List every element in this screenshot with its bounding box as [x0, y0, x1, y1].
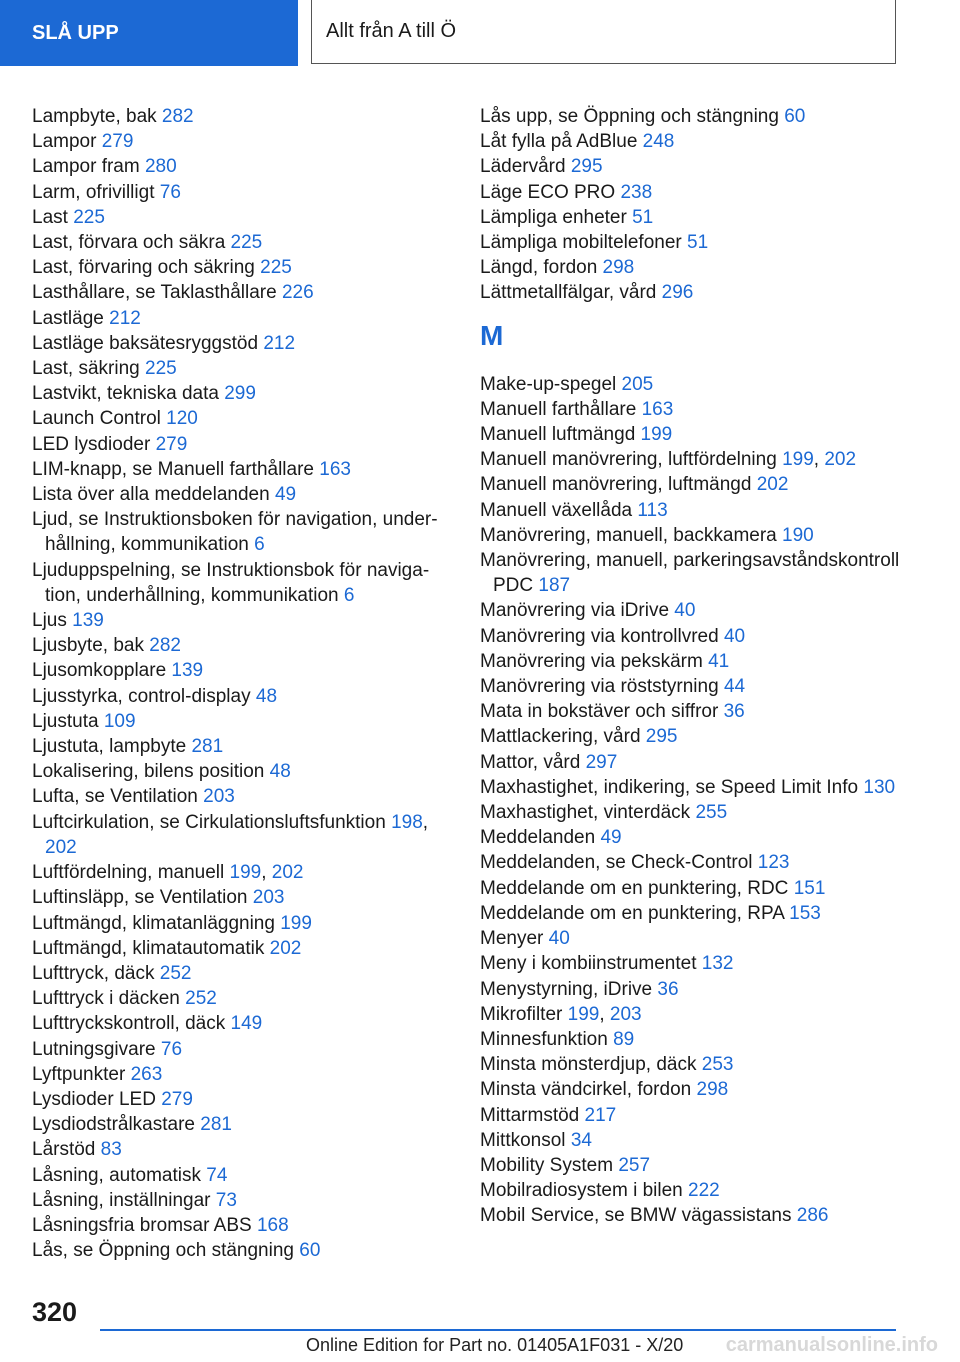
- entry-term: Manuell manövrering, luftmängd: [480, 474, 757, 496]
- page-link[interactable]: 130: [863, 776, 896, 798]
- entry-term: Last, förvaring och säkring: [32, 257, 261, 279]
- page-link[interactable]: 163: [641, 398, 674, 420]
- index-entry: [480, 422, 910, 447]
- index-entry: [32, 1238, 452, 1263]
- index-entry: [480, 1052, 910, 1077]
- entry-term: Lysdioder LED: [32, 1088, 162, 1110]
- page-link[interactable]: 48: [269, 761, 291, 783]
- page-link[interactable]: 153: [789, 902, 821, 924]
- page-separator: ,: [813, 449, 825, 471]
- index-entry: [32, 860, 452, 885]
- page-link[interactable]: 253: [701, 1054, 734, 1076]
- index-entry: [480, 1153, 910, 1178]
- index-entry: [32, 986, 452, 1011]
- entry-term: Maxhastighet, indikering, se Speed Limit Info: [480, 776, 864, 798]
- index-entry: [32, 381, 452, 406]
- entry-term: LIM-knapp, se Manuell farthållare: [32, 458, 320, 480]
- page-link[interactable]: 202: [45, 836, 77, 858]
- page-link[interactable]: 139: [171, 660, 204, 682]
- page-link[interactable]: 51: [632, 206, 654, 228]
- index-entry: [480, 699, 910, 724]
- page-link[interactable]: 120: [166, 408, 198, 430]
- page-link[interactable]: 286: [796, 1205, 829, 1227]
- entry-term: Lyftpunkter: [32, 1063, 131, 1085]
- page-link[interactable]: 263: [130, 1063, 163, 1085]
- entry-term: Meny i kombiinstrumentet: [480, 953, 702, 975]
- entry-term: Lättmetallfälgar, vård: [480, 282, 662, 304]
- index-entry: [32, 1213, 452, 1238]
- entry-term: Läge ECO PRO: [480, 181, 621, 203]
- page-link[interactable]: 255: [695, 802, 728, 824]
- index-entry: [480, 951, 910, 976]
- entry-term: Lista över alla meddelanden: [32, 484, 275, 506]
- entry-term: Mittarmstöd: [480, 1104, 585, 1126]
- page-link[interactable]: 225: [230, 232, 263, 254]
- page-separator: ,: [422, 811, 429, 833]
- page-link[interactable]: 36: [657, 978, 679, 1000]
- page-link[interactable]: 149: [230, 1013, 263, 1035]
- entry-term: Lårstöd: [32, 1139, 101, 1161]
- entry-term: Last, säkring: [32, 358, 145, 380]
- page-link[interactable]: 109: [103, 710, 136, 732]
- page-link[interactable]: 40: [674, 600, 696, 622]
- page-link[interactable]: 40: [548, 928, 570, 950]
- index-entry: [480, 280, 910, 305]
- entry-term: Lutningsgivare: [32, 1038, 161, 1060]
- index-entry: [32, 734, 452, 759]
- entry-term: Mobil Service, se BMW vägassistans: [480, 1205, 797, 1227]
- page-link[interactable]: 298: [602, 257, 635, 279]
- index-entry: [32, 936, 452, 961]
- index-entry: [32, 154, 452, 179]
- entry-term: Ljustuta: [32, 710, 104, 732]
- page-link[interactable]: 168: [256, 1214, 289, 1236]
- index-column-right: [480, 104, 910, 1229]
- index-entry: [480, 850, 910, 875]
- index-entry: [32, 1137, 452, 1162]
- page-link[interactable]: 6: [343, 584, 355, 606]
- page-number: 320: [32, 1297, 78, 1327]
- index-entry: [480, 397, 910, 422]
- index-entry: [480, 472, 910, 497]
- entry-term: Lampor fram: [32, 156, 145, 178]
- entry-term: Manövrering via kontrollvred: [480, 625, 724, 647]
- page-link[interactable]: 198: [391, 811, 423, 833]
- entry-term: Lysdiodstrålkastare: [32, 1114, 201, 1136]
- entry-term: Manövrering, manuell, backkamera: [480, 524, 783, 546]
- index-entry: [480, 624, 910, 649]
- page-link[interactable]: 199: [567, 1003, 600, 1025]
- entry-term: Manuell farthållare: [480, 398, 642, 420]
- page-link[interactable]: 139: [72, 610, 104, 632]
- index-list-right-bottom: [480, 372, 910, 1229]
- entry-term: Manuell växellåda: [480, 499, 638, 521]
- index-entry: [32, 784, 452, 809]
- index-entry: [480, 1027, 910, 1052]
- index-entry: [32, 759, 452, 784]
- index-entry: [480, 1103, 910, 1128]
- index-entry: [32, 658, 452, 683]
- entry-term: Mata in bokstäver och siffror: [480, 701, 724, 723]
- entry-term: Lädervård: [480, 156, 571, 178]
- entry-term: Ljusbyte, bak: [32, 635, 150, 657]
- entry-term: Launch Control: [32, 408, 167, 430]
- page-link[interactable]: 257: [618, 1154, 651, 1176]
- entry-term: Manövrering via iDrive: [480, 600, 675, 622]
- entry-term: Lasthållare, se Taklasthållare: [32, 282, 282, 304]
- index-entry: [32, 709, 452, 734]
- page-link[interactable]: 248: [642, 131, 675, 153]
- page-header: [0, 0, 960, 66]
- entry-term: Minsta vändcirkel, fordon: [480, 1079, 697, 1101]
- page-link[interactable]: 226: [281, 282, 314, 304]
- page-link[interactable]: 48: [255, 685, 278, 707]
- index-entry: [32, 810, 452, 860]
- index-entry: [32, 331, 452, 356]
- page-link[interactable]: 225: [145, 358, 177, 380]
- index-entry: [480, 230, 910, 255]
- page-link[interactable]: 281: [191, 736, 224, 758]
- index-entry: [32, 1188, 452, 1213]
- entry-term: Lampbyte, bak: [32, 106, 162, 127]
- index-entry: [480, 1203, 910, 1228]
- index-entry: [32, 280, 452, 305]
- index-entry: [32, 961, 452, 986]
- index-entry: [32, 1163, 452, 1188]
- entry-term: Meddelande om en punktering, RPA: [480, 902, 790, 924]
- page-link[interactable]: 163: [319, 458, 351, 480]
- page-link[interactable]: 203: [252, 887, 285, 909]
- page-link[interactable]: 203: [203, 786, 235, 808]
- page-link[interactable]: 282: [161, 106, 194, 127]
- entry-term: Låt fylla på AdBlue: [480, 131, 643, 153]
- index-entry: [480, 825, 910, 850]
- entry-term: Ljud, se Instruktionsboken för navigation, underhållning, kommunikation: [32, 509, 438, 556]
- page-link[interactable]: 296: [661, 282, 694, 304]
- index-entry: [480, 649, 910, 674]
- index-entry: [32, 558, 452, 608]
- index-entry: [480, 1077, 910, 1102]
- entry-term: Menystyrning, iDrive: [480, 978, 658, 1000]
- entry-term: Ljusomkopplare: [32, 660, 172, 682]
- index-entry: [32, 406, 452, 431]
- index-entry: [32, 1037, 452, 1062]
- section-tab[interactable]: SLÅ UPP: [0, 0, 298, 66]
- page-link[interactable]: 205: [621, 373, 654, 395]
- entry-term: Lufta, se Ventilation: [32, 786, 204, 808]
- page-link[interactable]: 225: [260, 257, 292, 279]
- page-link[interactable]: 83: [100, 1139, 122, 1161]
- index-entry: [480, 447, 910, 472]
- entry-term: Luftinsläpp, se Ventilation: [32, 887, 253, 909]
- page-link[interactable]: 74: [206, 1164, 228, 1186]
- entry-term: Lämpliga enheter: [480, 206, 633, 228]
- page-link[interactable]: 252: [159, 962, 192, 984]
- entry-term: Luftfördelning, manuell: [32, 862, 230, 884]
- index-entry: [480, 926, 910, 951]
- index-entry: [480, 750, 910, 775]
- page-link[interactable]: 199: [782, 449, 814, 471]
- page-link[interactable]: 60: [784, 106, 806, 127]
- entry-term: Minsta mönsterdjup, däck: [480, 1054, 702, 1076]
- page-link[interactable]: 203: [609, 1003, 642, 1025]
- entry-term: Låsningsfria bromsar ABS: [32, 1214, 257, 1236]
- page-link[interactable]: 217: [584, 1104, 617, 1126]
- watermark: carmanualsonline.info: [725, 1334, 938, 1356]
- page-link[interactable]: 280: [144, 156, 177, 178]
- entry-term: Minnesfunktion: [480, 1028, 614, 1050]
- index-entry: [480, 1128, 910, 1153]
- page-link[interactable]: 212: [109, 307, 141, 329]
- page-link[interactable]: 199: [229, 862, 262, 884]
- page-link[interactable]: 199: [280, 912, 312, 934]
- entry-term: Lås upp, se Öppning och stängning: [480, 106, 785, 127]
- page-link[interactable]: 279: [101, 131, 134, 153]
- page-link[interactable]: 44: [723, 676, 746, 698]
- page-link[interactable]: 49: [274, 484, 297, 506]
- page-link[interactable]: 132: [701, 953, 734, 975]
- edition-text: Online Edition for Part no. 01405A1F031 - X/20: [306, 1335, 684, 1355]
- index-entry: [480, 876, 910, 901]
- entry-term: Lämpliga mobiltelefoner: [480, 232, 688, 254]
- index-entry: [480, 372, 910, 397]
- page-link[interactable]: 279: [155, 433, 188, 455]
- entry-term: Lås, se Öppning och stängning: [32, 1240, 300, 1262]
- entry-term: Meddelanden: [480, 827, 601, 849]
- page-link[interactable]: 76: [160, 1038, 183, 1060]
- index-entry: [32, 104, 452, 129]
- page-link[interactable]: 190: [782, 524, 814, 546]
- index-entry: [480, 598, 910, 623]
- page-link[interactable]: 73: [215, 1189, 237, 1211]
- entry-term: Mikrofilter: [480, 1003, 568, 1025]
- page-link[interactable]: 295: [570, 156, 603, 178]
- index-entry: [480, 129, 910, 154]
- index-entry: [480, 775, 910, 800]
- index-entry: [480, 1178, 910, 1203]
- entry-term: Manövrering via röststyrning: [480, 676, 724, 698]
- index-entry: [32, 911, 452, 936]
- entry-term: Mattor, vård: [480, 751, 586, 773]
- entry-term: Mattlackering, vård: [480, 726, 646, 748]
- index-entry: [480, 800, 910, 825]
- entry-term: Låsning, automatisk: [32, 1164, 207, 1186]
- entry-term: Lastvikt, tekniska data: [32, 383, 225, 405]
- index-list-left: [32, 104, 452, 1263]
- page-separator: ,: [599, 1003, 610, 1025]
- page-link[interactable]: 41: [708, 650, 730, 672]
- page-link[interactable]: 202: [269, 937, 302, 959]
- page-link[interactable]: 34: [570, 1129, 592, 1151]
- page-link[interactable]: 51: [687, 232, 709, 254]
- page-link[interactable]: 202: [824, 449, 857, 471]
- entry-term: Last, förvara och säkra: [32, 232, 231, 254]
- index-entry: [32, 885, 452, 910]
- index-entry: [32, 230, 452, 255]
- index-entry: [32, 684, 452, 709]
- footer-divider: [100, 1329, 896, 1331]
- page-link[interactable]: 299: [224, 383, 256, 405]
- page-link[interactable]: 76: [159, 181, 181, 203]
- page-link[interactable]: 199: [640, 424, 673, 446]
- page-link[interactable]: 298: [696, 1079, 729, 1101]
- entry-term: Make-up-spegel: [480, 373, 622, 395]
- entry-term: Luftcirkulation, se Cirkulationsluftsfunktion: [32, 811, 392, 833]
- index-entry: [32, 1011, 452, 1036]
- index-entry: [32, 306, 452, 331]
- index-entry: [480, 977, 910, 1002]
- index-entry: [32, 205, 452, 230]
- page-link[interactable]: 6: [254, 534, 265, 556]
- index-entry: [480, 674, 910, 699]
- index-entry: [32, 356, 452, 381]
- index-entry: [480, 154, 910, 179]
- section-letter: M: [480, 319, 504, 351]
- index-entry: [32, 129, 452, 154]
- index-entry: [480, 548, 910, 598]
- index-entry: [480, 180, 910, 205]
- page-link[interactable]: 40: [723, 625, 746, 647]
- index-entry: [32, 482, 452, 507]
- entry-term: Ljusstyrka, control-display: [32, 685, 256, 707]
- index-entry: [32, 608, 452, 633]
- chapter-title: Allt från A till Ö: [311, 0, 896, 64]
- index-entry: [32, 180, 452, 205]
- index-entry: [480, 901, 910, 926]
- entry-term: Meddelanden, se Check-Control: [480, 852, 758, 874]
- index-entry: [480, 1002, 910, 1027]
- entry-term: Lufttryck, däck: [32, 962, 160, 984]
- index-entry: [480, 523, 910, 548]
- entry-term: Ljuduppspelning, se Instruktionsbok för navigation, underhållning, kommunikation: [32, 559, 430, 606]
- page-link[interactable]: 238: [620, 181, 653, 203]
- entry-term: Lastläge: [32, 307, 110, 329]
- entry-term: Maxhastighet, vinterdäck: [480, 802, 696, 824]
- index-entry: [480, 104, 910, 129]
- page-link[interactable]: 279: [161, 1088, 193, 1110]
- page-link[interactable]: 151: [793, 877, 826, 899]
- entry-term: Lokalisering, bilens position: [32, 761, 270, 783]
- entry-term: Manövrering, manuell, parkeringsavståndskontroll PDC: [480, 550, 900, 597]
- index-entry: [480, 724, 910, 749]
- entry-term: Lufttryckskontroll, däck: [32, 1013, 231, 1035]
- page-link[interactable]: 187: [538, 575, 571, 597]
- page-link[interactable]: 36: [723, 701, 745, 723]
- entry-term: LED lysdioder: [32, 433, 156, 455]
- entry-term: Mobility System: [480, 1154, 619, 1176]
- page-separator: ,: [261, 862, 272, 884]
- index-entry: [32, 255, 452, 280]
- entry-term: Luftmängd, klimatanläggning: [32, 912, 281, 934]
- page-link[interactable]: 123: [757, 852, 790, 874]
- page-link[interactable]: 282: [149, 635, 181, 657]
- page-link[interactable]: 202: [271, 862, 304, 884]
- index-entry: [32, 1112, 452, 1137]
- index-entry: [32, 457, 452, 482]
- page-link[interactable]: 225: [73, 206, 105, 228]
- entry-term: Larm, ofrivilligt: [32, 181, 160, 203]
- entry-term: Lampor: [32, 131, 102, 153]
- entry-term: Luftmängd, klimatautomatik: [32, 937, 270, 959]
- entry-term: Låsning, inställningar: [32, 1189, 216, 1211]
- index-entry: [480, 498, 910, 523]
- page-link[interactable]: 202: [756, 474, 789, 496]
- page-link[interactable]: 49: [600, 827, 622, 849]
- entry-term: Manuell luftmängd: [480, 424, 641, 446]
- entry-term: Manuell manövrering, luftfördelning: [480, 449, 783, 471]
- entry-term: Last: [32, 206, 74, 228]
- entry-term: Mobilradiosystem i bilen: [480, 1180, 689, 1202]
- index-list-right-top: [480, 104, 910, 306]
- entry-term: Lastläge baksätesryggstöd: [32, 332, 264, 354]
- entry-term: Ljustuta, lampbyte: [32, 736, 192, 758]
- entry-term: Manövrering via pekskärm: [480, 650, 709, 672]
- entry-term: Ljus: [32, 610, 73, 632]
- index-entry: [480, 205, 910, 230]
- page-link[interactable]: 212: [263, 332, 296, 354]
- entry-term: Lufttryck i däcken: [32, 988, 186, 1010]
- index-entry: [32, 633, 452, 658]
- entry-term: Meddelande om en punktering, RDC: [480, 877, 794, 899]
- index-entry: [32, 507, 452, 557]
- index-entry: [32, 1087, 452, 1112]
- index-entry: [32, 432, 452, 457]
- entry-term: Mittkonsol: [480, 1129, 571, 1151]
- page-link[interactable]: 252: [185, 988, 217, 1010]
- entry-term: Menyer: [480, 928, 549, 950]
- page-link[interactable]: 113: [637, 499, 668, 521]
- index-column-left: [32, 104, 452, 1263]
- page-link[interactable]: 222: [688, 1180, 720, 1202]
- index-entry: [480, 255, 910, 280]
- page-link[interactable]: 60: [299, 1240, 321, 1262]
- entry-term: Längd, fordon: [480, 257, 603, 279]
- page-link[interactable]: 297: [585, 751, 618, 773]
- page-link[interactable]: 295: [645, 726, 678, 748]
- page-link[interactable]: 89: [613, 1028, 635, 1050]
- page-link[interactable]: 281: [200, 1114, 232, 1136]
- index-entry: [32, 1062, 452, 1087]
